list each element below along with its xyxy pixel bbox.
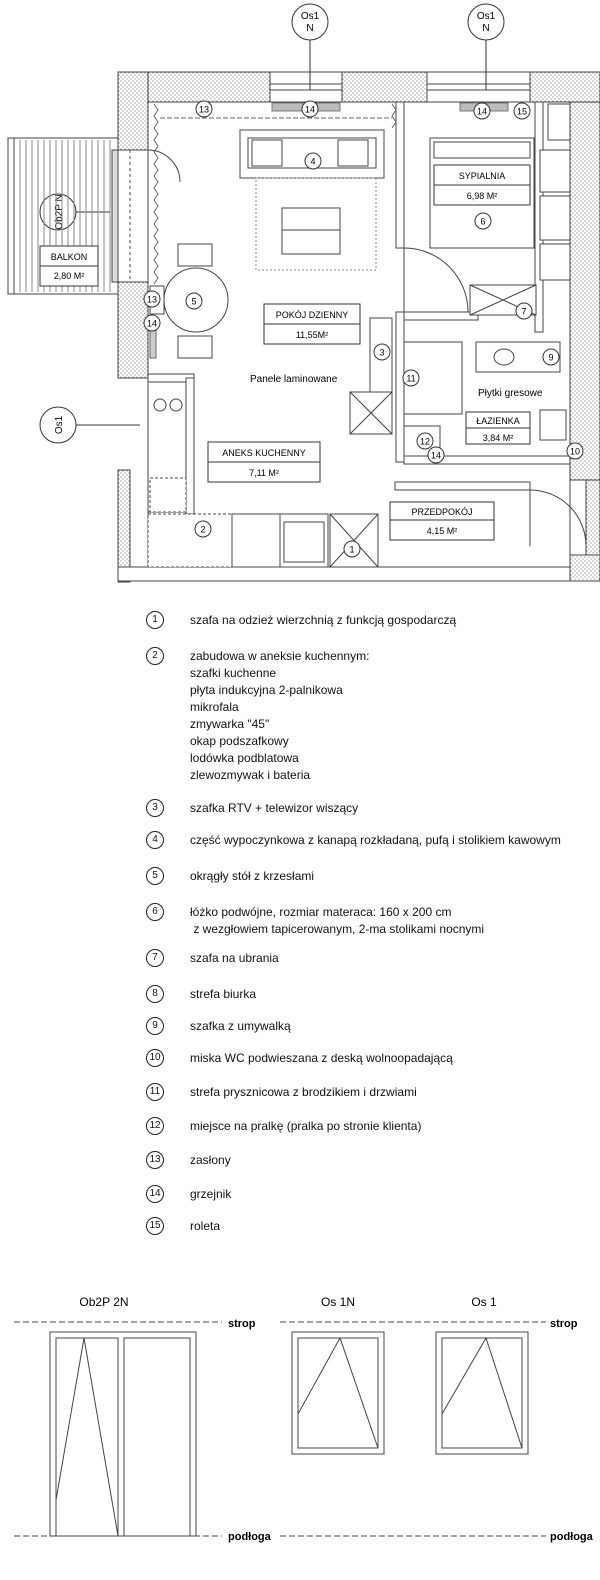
room-area-aneks: 7,11 M² <box>249 468 279 478</box>
plan-marker-9 <box>543 349 559 365</box>
axis-label-os1n-right: Os1 <box>476 11 496 22</box>
room-name-balkon: BALKON <box>50 252 88 262</box>
plan-marker-4 <box>305 153 321 169</box>
svg-text:11: 11 <box>406 373 416 384</box>
legend-text-11: strefa prysznicowa z brodzikiem i drzwiami <box>190 1085 417 1099</box>
plan-marker-13 <box>144 291 160 307</box>
axis-label-os1n-left-n: N <box>306 23 314 34</box>
plan-marker-13 <box>196 101 212 117</box>
room-name-przedpokoj: PRZEDPOKÓJ <box>411 507 473 517</box>
room-area-lazienka: 3,84 M² <box>482 433 514 443</box>
room-area-sypialnia: 6,98 M² <box>466 191 498 201</box>
svg-text:13: 13 <box>146 294 158 305</box>
legend-text-13: zasłony <box>190 1153 231 1167</box>
room-name-sypialnia: SYPIALNIA <box>458 171 506 181</box>
room-name-aneks: ANEKS KUCHENNY <box>222 448 306 458</box>
legend-number-14: 14 <box>146 1185 164 1203</box>
legend-text-3: szafka RTV + telewizor wiszący <box>190 801 359 815</box>
legend-number-9: 9 <box>146 1017 164 1035</box>
plan-marker-11 <box>403 370 419 386</box>
legend-number-15: 15 <box>146 1217 164 1235</box>
podloga-label-right: podłoga <box>550 1531 593 1543</box>
svg-text:5: 5 <box>191 296 197 307</box>
floor-plan <box>0 0 600 600</box>
plan-marker-14 <box>302 101 318 117</box>
legend-number-3: 3 <box>146 799 164 817</box>
window-ob2p2n-frame <box>50 1332 196 1536</box>
sofa-area <box>240 130 384 270</box>
plan-marker-12 <box>417 433 433 449</box>
svg-text:12: 12 <box>419 436 431 447</box>
axis-label-ob2pn: Ob2P N <box>54 194 65 230</box>
floor-note-plytki: Płytki gresowe <box>478 388 543 399</box>
podloga-label-left: podłoga <box>228 1531 271 1543</box>
legend-number-1: 1 <box>146 611 164 629</box>
bedroom-furniture <box>430 104 570 315</box>
svg-text:7: 7 <box>521 306 527 317</box>
strop-label-right: strop <box>550 1318 578 1330</box>
legend-number-2: 2 <box>146 647 164 665</box>
legend-number-8: 8 <box>146 985 164 1003</box>
window-elevations <box>0 1280 600 1580</box>
plan-marker-5 <box>186 293 202 309</box>
axis-label-os1n-right-n: N <box>482 23 490 34</box>
legend-number-7: 7 <box>146 949 164 967</box>
plan-marker-10 <box>567 443 583 459</box>
room-area-pokoj: 11,55M² <box>295 330 329 340</box>
legend-text-12: miejsce na pralkę (pralka po stronie klienta) <box>190 1119 422 1133</box>
plan-marker-15 <box>514 103 530 119</box>
plan-marker-6 <box>475 213 491 229</box>
legend-number-11: 11 <box>146 1083 164 1101</box>
plan-marker-14 <box>144 315 160 331</box>
legend-text-7: szafa na ubrania <box>190 951 279 965</box>
room-area-balkon: 2,80 M² <box>53 271 85 281</box>
svg-text:3: 3 <box>379 347 385 358</box>
window-label-os1: Os 1 <box>471 1295 497 1309</box>
svg-text:2: 2 <box>200 524 206 535</box>
window-os1n-frame <box>292 1332 384 1454</box>
legend-number-6: 6 <box>146 903 164 921</box>
legend-text-4: część wypoczynkowa z kanapą rozkładaną, pufą i stolikiem kawowym <box>190 833 561 847</box>
room-name-pokoj: POKÓJ DZIENNY <box>275 310 349 320</box>
legend-text-8: strefa biurka <box>190 987 257 1001</box>
window-label-os1n: Os 1N <box>320 1295 356 1309</box>
plan-marker-14 <box>428 447 444 463</box>
svg-text:4: 4 <box>310 156 316 167</box>
legend-number-12: 12 <box>146 1117 164 1135</box>
legend-text-9: szafka z umywalką <box>190 1019 291 1033</box>
legend-number-4: 4 <box>146 831 164 849</box>
legend-text-14: grzejnik <box>190 1187 232 1201</box>
legend-text-15: roleta <box>190 1219 221 1233</box>
legend-text-2: zabudowa w aneksie kuchennym: szafki kuchenne płyta indukcyjna 2-palnikowa mikrofala zmywarka "45" okap podszafkowy lodówka podblatowa zlewozmywak i bateria <box>190 649 370 782</box>
legend-text-5: okrągły stół z krzesłami <box>190 869 315 883</box>
axis-label-os1n-left: Os1 <box>300 11 320 22</box>
svg-text:9: 9 <box>548 352 554 363</box>
svg-text:14: 14 <box>304 104 316 115</box>
legend-text-1: szafa na odzież wierzchnią z funkcją gospodarczą <box>190 613 457 627</box>
plan-marker-3 <box>374 344 390 360</box>
axis-label-os1: Os1 <box>54 415 65 435</box>
strop-label-left: strop <box>228 1318 256 1330</box>
plan-marker-2 <box>195 521 211 537</box>
legend-number-5: 5 <box>146 867 164 885</box>
legend-text-6: łóżko podwójne, rozmiar materaca: 160 x 200 cm z wezgłowiem tapicerowanym, 2-ma stolikami nocnymi <box>190 905 485 936</box>
svg-text:13: 13 <box>198 104 210 115</box>
window-os1-frame <box>436 1332 528 1454</box>
plan-marker-1 <box>344 541 360 557</box>
svg-text:14: 14 <box>476 106 488 117</box>
legend-text-10: miska WC podwieszana z deską wolnoopadającą <box>190 1051 453 1065</box>
room-area-przedpokoj: 4,15 M² <box>426 526 458 536</box>
svg-text:14: 14 <box>430 450 442 461</box>
plan-marker-14 <box>474 103 490 119</box>
svg-text:6: 6 <box>480 216 486 227</box>
svg-text:1: 1 <box>349 544 355 555</box>
room-name-lazienka: ŁAZIENKA <box>476 416 520 426</box>
floor-note-panele: Panele laminowane <box>250 374 338 385</box>
plan-marker-7 <box>516 303 532 319</box>
window-label-ob2p2n: Ob2P 2N <box>79 1295 129 1309</box>
svg-text:15: 15 <box>516 106 528 117</box>
legend-number-13: 13 <box>146 1151 164 1169</box>
svg-text:14: 14 <box>146 318 158 329</box>
legend-number-10: 10 <box>146 1049 164 1067</box>
svg-text:10: 10 <box>569 446 581 457</box>
